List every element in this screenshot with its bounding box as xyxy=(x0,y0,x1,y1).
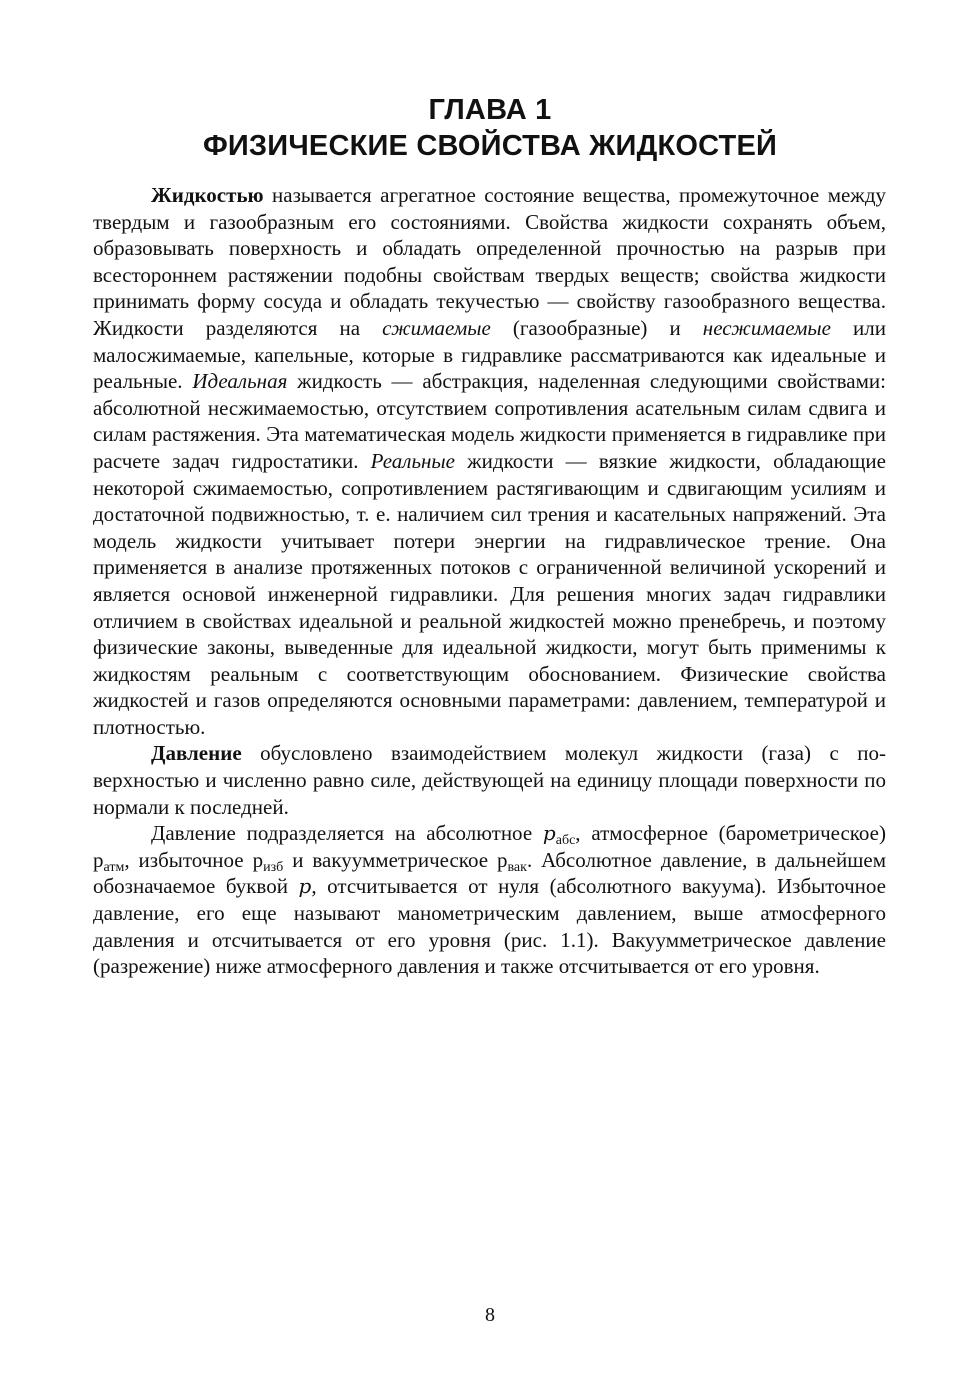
paragraph-pressure-types xyxy=(93,820,886,980)
paragraph-text: , атмосферное (барометрическое) xyxy=(575,821,886,846)
paragraph-text: жидкости — вязкие жидкости, обладающие некоторой сжимаемостью, сопротивлением растягивающим и сдвигающим усилиям и достаточной подвижностью, т. е. наличием сил трения и касательных напряжений. Эта модель жидкости учитывает потери энергии на гидравлическое трение. Она применяется в анализе протяженных потоков с ограниченной величиной ускорений и является основой инженерной гидравлики. Для решения многих задач гидравлики отличием в свойствах идеальной и реальной жидкостей можно пренебречь, и поэтому физические законы, выведенные для идеальной жидкости, могут быть применимы к жидкостям реальным с соответствующим обоснованием. Физические свойства жидкостей и газов определяются основными параметрами: давлением, температурой и плотностью. xyxy=(93,448,886,739)
paragraph-text: , избыточное xyxy=(124,847,253,872)
page-number: 8 xyxy=(485,1304,495,1326)
body-text xyxy=(93,182,886,980)
paragraph-text: жидкость — абстракция, наделенная следующими свойствами: абсолютной несжимаемостью, отсутствием сопротивления асательным силам сдвига и силам растяжения. Эта математическая модель жидкости применяется в гидравлике при расчете задач гидростатики. xyxy=(93,369,886,473)
subscript-abs: абс xyxy=(555,833,576,849)
italic-real: Реальные xyxy=(370,448,455,473)
paragraph-text: Давление подразделяется на абсолютное xyxy=(151,821,543,846)
symbol-p: p xyxy=(298,874,312,899)
paragraph-text: называется агрегатное состояние вещества, промежуточное между твердым и газообразным его состояниями. Свойства жидкости сохранять объем, образовывать поверхность и обладать определенной прочностью на разрыв при всестороннем растяжении подобны свойствам твердых веществ; свойства жидкости принимать форму сосуда и обладать текучестью — свойству газообразного вещества. Жидкости разделяются на xyxy=(93,183,886,340)
paragraph-text: (газообразные) и xyxy=(490,315,703,340)
symbol-p-atm: p xyxy=(93,847,104,872)
term-liquid: Жидкостью xyxy=(151,183,264,207)
chapter-title: ФИЗИЧЕСКИЕ СВОЙСТВА ЖИДКОСТЕЙ xyxy=(202,130,778,162)
subscript-vak: вак xyxy=(507,859,527,875)
italic-incompressible: несжимаемые xyxy=(702,315,831,340)
symbol-p-vak: p xyxy=(496,847,508,872)
symbol-p-izb: p xyxy=(252,847,264,872)
paragraph-text: , отсчитывается от нуля (абсолютного вакуума). Избыточное давление, его еще называют манометрическим давлением, выше атмосферного давления и отсчитывается от его уровня (рис. 1.1). Вакуумметрическое давление (разрежение) ниже атмосферного давления и также отсчитывается от его уровня. xyxy=(93,874,886,979)
symbol-p-abs: p xyxy=(542,821,556,846)
subscript-atm: атм xyxy=(103,859,125,875)
subscript-izb: изб xyxy=(263,859,284,875)
paragraph-text: обусловлено взаимодействием молекул жидкости (газа) с поверхностью и численно равно силе, действующей на единицу площади поверхности по нормали к последней. xyxy=(93,741,886,819)
chapter-heading xyxy=(95,92,885,164)
term-pressure: Давление xyxy=(151,741,242,766)
paragraph-liquid-definition xyxy=(93,182,886,740)
italic-ideal: Идеальная xyxy=(192,369,288,394)
italic-compressible: сжимаемые xyxy=(382,315,491,340)
paragraph-text: и вакуумметрическое xyxy=(283,847,497,872)
paragraph-pressure-definition xyxy=(93,740,886,820)
paragraph-text: . Абсолютное давление, в дальнейшем обозначаемое буквой xyxy=(93,847,886,899)
chapter-number: ГЛАВА 1 xyxy=(428,94,552,126)
paragraph-text: или малосжимаемые, капельные, которые в гидравлике рассматриваются как идеальные и реальные. xyxy=(93,315,886,394)
